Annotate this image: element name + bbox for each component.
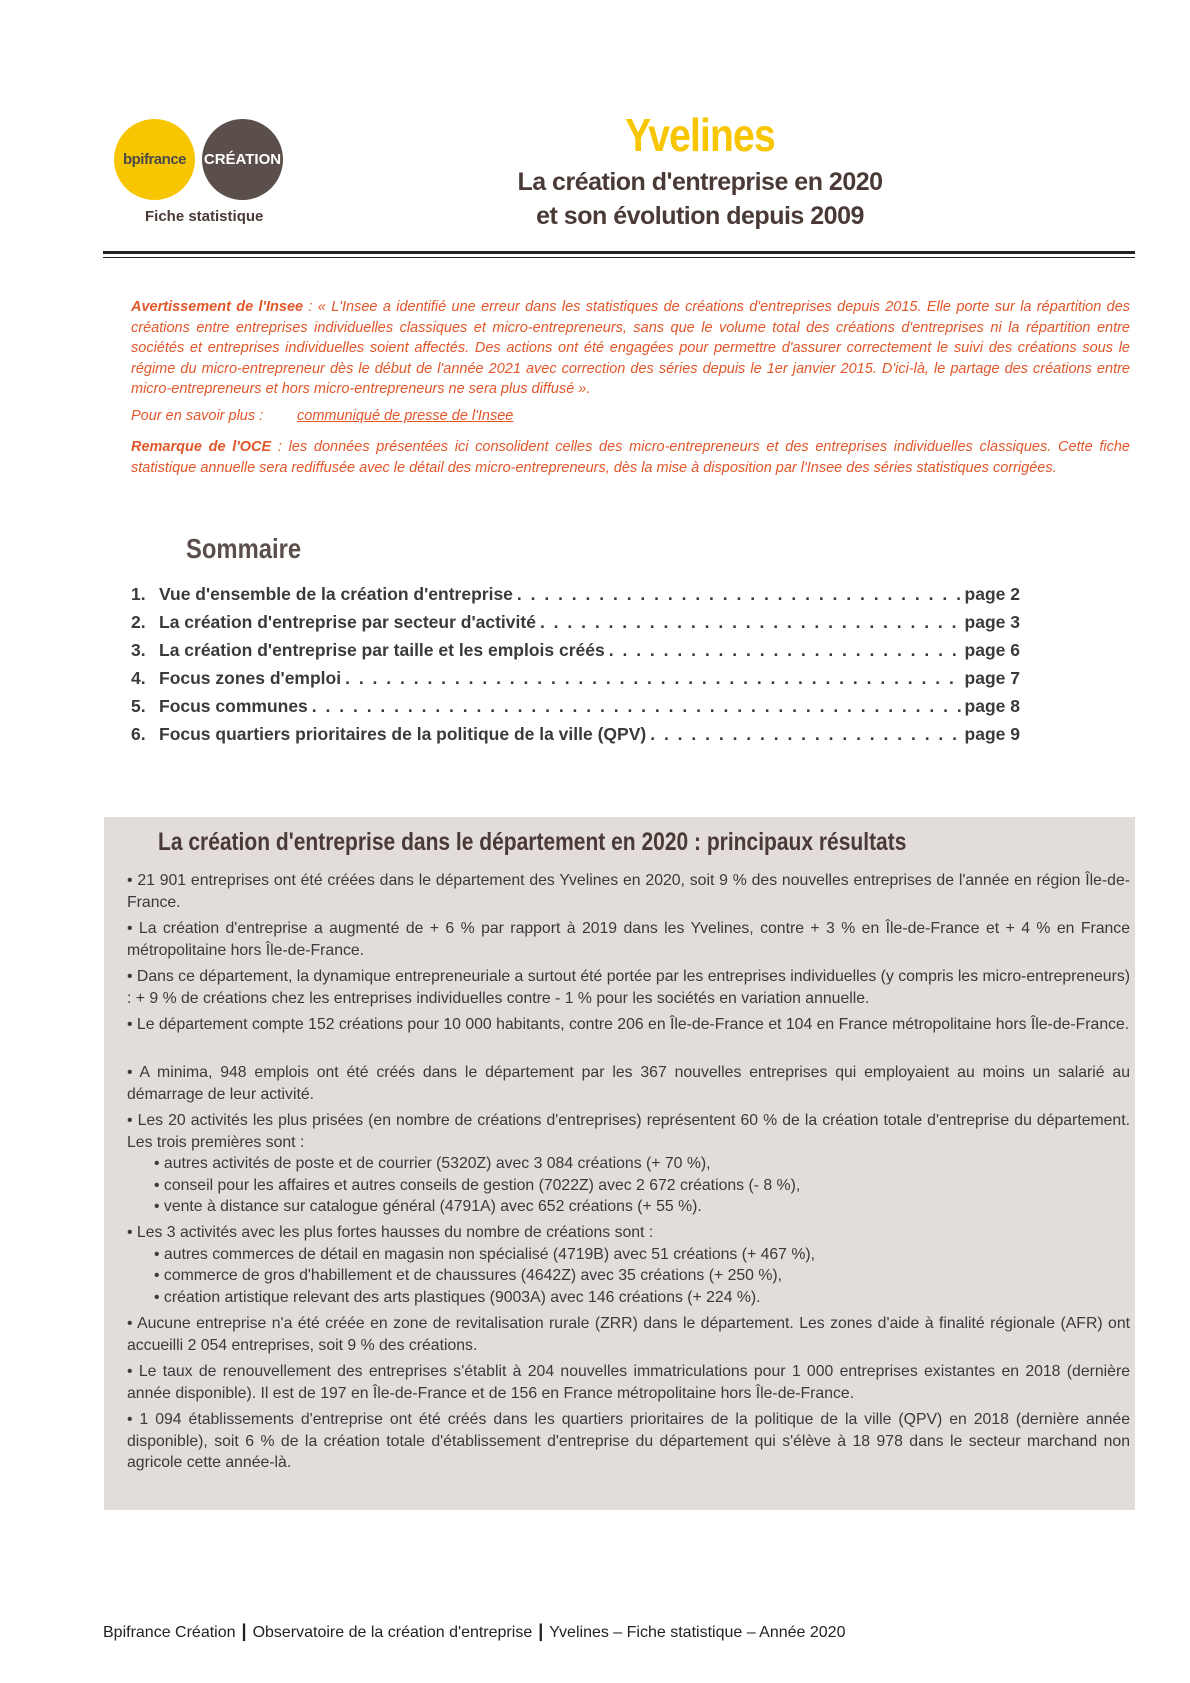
footer-separator: |: [538, 1621, 544, 1641]
toc-leader-dots: [609, 640, 961, 661]
toc-item-3[interactable]: [131, 640, 1020, 661]
result-paragraph-7: [127, 1222, 1130, 1308]
insee-warning-text: : « L'Insee a identifié une erreur dans les statistiques de créations d'entreprises depuis 2015. Elle porte sur la répartition des créations entre entreprises individuelles classiques et micro-entrepreneurs, sans que le volume total des créations d'entreprises ni la répartition entre sociétés et entreprises individuelles soient affectés. Des actions ont été engagées pour permettre d'assurer correctement le suivi des créations sous le régime du micro-entrepreneur dès le début de l'année 2021 avec correction des séries depuis le 1er janvier 2015. D'ici-là, le partage des créations entre micro-entrepreneurs et hors micro-entrepreneurs ne sera plus diffusé ».: [131, 299, 1131, 397]
top-growth-2: • commerce de gros d'habillement et de chaussures (4642Z) avec 35 créations (+ 250 %),: [154, 1267, 783, 1284]
bpifrance-logo-text: bpifrance: [122, 151, 186, 168]
toc-leader-dots: [517, 584, 961, 605]
toc-leader-dots: [650, 724, 960, 745]
toc-item-4[interactable]: [131, 668, 1020, 689]
toc-page: page 9: [964, 724, 1020, 744]
toc-item-1[interactable]: [131, 584, 1020, 605]
result-paragraph-5: • A minima, 948 emplois ont été créés dans le département par les 367 nouvelles entreprises qui employaient au moins un salarié au démarrage de leur activité.: [127, 1064, 1130, 1103]
header-rule-thick: [103, 251, 1135, 254]
top-growth-1: • autres commerces de détail en magasin non spécialisé (4719B) avec 51 créations (+ 467 %),: [154, 1245, 816, 1263]
result-paragraph-3: • Dans ce département, la dynamique entrepreneuriale a surtout été portée par les entreprises individuelles (y compris les micro-entrepreneurs) : + 9 % de créations chez les entreprises individuelles contre - 1 % pour les sociétés en variation annuelle.: [127, 968, 1130, 1007]
toc-page: page 6: [964, 640, 1020, 660]
oce-remark: [131, 437, 1130, 478]
more-info-label: Pour en savoir plus :: [131, 408, 264, 424]
footer-publisher: Bpifrance Création: [103, 1624, 236, 1641]
toc-page: page 3: [964, 612, 1020, 632]
results-heading: La création d'entreprise dans le département en 2020 : principaux résultats: [158, 828, 907, 856]
toc-number: 4.: [131, 668, 146, 688]
toc-item-2[interactable]: [131, 612, 1020, 633]
top-activity-1: • autres activités de poste et de courrier (5320Z) avec 3 084 créations (+ 70 %),: [154, 1155, 711, 1172]
toc-item-6[interactable]: [131, 724, 1020, 745]
page-title: Yvelines: [625, 109, 775, 161]
toc-label: Vue d'ensemble de la création d'entreprise: [159, 584, 513, 604]
creation-logo-text: CRÉATION: [203, 151, 282, 168]
toc-label: Focus zones d'emploi: [159, 668, 342, 688]
result-paragraph-6-text: • Les 20 activités les plus prisées (en nombre de créations d'entreprises) représentent 60 % de la création totale d'entreprise du département. Les trois premières sont :: [127, 1112, 1130, 1151]
toc-number: 1.: [131, 584, 146, 604]
toc-number: 2.: [131, 612, 146, 632]
toc-item-5[interactable]: [131, 696, 1020, 717]
toc-number: 6.: [131, 724, 146, 744]
page-subtitle-line1: La création d'entreprise en 2020: [517, 168, 883, 196]
page-footer: [103, 1621, 845, 1642]
insee-press-release-link[interactable]: communiqué de presse de l'Insee: [297, 408, 514, 424]
result-paragraph-7-text: • Les 3 activités avec les plus fortes hausses du nombre de créations sont :: [127, 1224, 654, 1241]
toc-label: Focus quartiers prioritaires de la politique de la ville (QPV): [159, 724, 647, 744]
result-paragraph-8: • Aucune entreprise n'a été créée en zone de revitalisation rurale (ZRR) dans le département. Les zones d'aide à finalité régionale (AFR) ont accueilli 2 054 entreprises, soit 9 % des créations.: [127, 1315, 1130, 1354]
toc-label: La création d'entreprise par secteur d'activité: [159, 612, 536, 632]
insee-warning-label: Avertissement de l'Insee: [131, 299, 304, 315]
header-rule-thin: [103, 257, 1135, 258]
toc-number: 3.: [131, 640, 146, 660]
insee-warning: [131, 297, 1130, 400]
top-activity-2: • conseil pour les affaires et autres conseils de gestion (7022Z) avec 2 672 créations (- 8 %),: [154, 1176, 801, 1194]
result-paragraph-10: • 1 094 établissements d'entreprise ont été créés dans les quartiers prioritaires de la politique de la ville (QPV) en 2018 (dernière année disponible), soit 6 % de la création totale d'établissement d'entreprise du département qui s'élève à 18 978 dans le secteur marchand non agricole cette année-là.: [127, 1411, 1130, 1471]
toc-leader-dots: [312, 696, 961, 717]
footer-separator: |: [241, 1621, 247, 1641]
toc-label: La création d'entreprise par taille et les emplois créés: [159, 640, 605, 660]
toc-label: Focus communes: [159, 696, 308, 716]
bpifrance-logo: [114, 119, 195, 200]
fiche-statistique-label: Fiche statistique: [145, 208, 264, 225]
result-paragraph-4: • Le département compte 152 créations pour 10 000 habitants, contre 206 en Île-de-France et 104 en France métropolitaine hors Île-de-France.: [127, 1016, 1130, 1033]
toc-leader-dots: [540, 612, 961, 633]
toc-number: 5.: [131, 696, 146, 716]
result-paragraph-2: • La création d'entreprise a augmenté de + 6 % par rapport à 2019 dans les Yvelines, contre + 3 % en Île-de-France et + 4 % en France métropolitaine hors Île-de-France.: [127, 920, 1130, 959]
result-paragraph-6: [127, 1110, 1130, 1218]
toc-leader-dots: [345, 668, 960, 689]
oce-remark-text: : les données présentées ici consolident celles des micro-entrepreneurs et des entreprises individuelles classiques. Cette fiche statistique annuelle sera rediffusée avec le détail des micro-entrepreneurs, dès la mise à disposition par l'Insee des séries statistiques corrigées.: [131, 439, 1130, 476]
toc-page: page 2: [964, 584, 1020, 604]
creation-logo: [202, 119, 283, 200]
footer-document: Yvelines – Fiche statistique – Année 2020: [549, 1624, 846, 1641]
top-growth-3: • création artistique relevant des arts plastiques (9003A) avec 146 créations (+ 224 %).: [154, 1288, 761, 1306]
toc-page: page 8: [964, 696, 1020, 716]
result-paragraph-1: • 21 901 entreprises ont été créées dans le département des Yvelines en 2020, soit 9 % des nouvelles entreprises de l'année en région Île-de-France.: [127, 872, 1130, 911]
oce-remark-label: Remarque de l'OCE: [131, 439, 272, 455]
footer-observatory: Observatoire de la création d'entreprise: [252, 1624, 533, 1641]
sommaire-heading: Sommaire: [186, 533, 302, 564]
page-subtitle-line2: et son évolution depuis 2009: [536, 202, 864, 230]
result-paragraph-9: • Le taux de renouvellement des entreprises s'établit à 204 nouvelles immatriculations pour 1 000 entreprises existantes en 2018 (dernière année disponible). Il est de 197 en Île-de-France et de 156 en France métropolitaine hors Île-de-France.: [127, 1363, 1130, 1402]
toc-page: page 7: [964, 668, 1020, 688]
top-activity-3: • vente à distance sur catalogue général (4791A) avec 652 créations (+ 55 %).: [154, 1198, 702, 1215]
